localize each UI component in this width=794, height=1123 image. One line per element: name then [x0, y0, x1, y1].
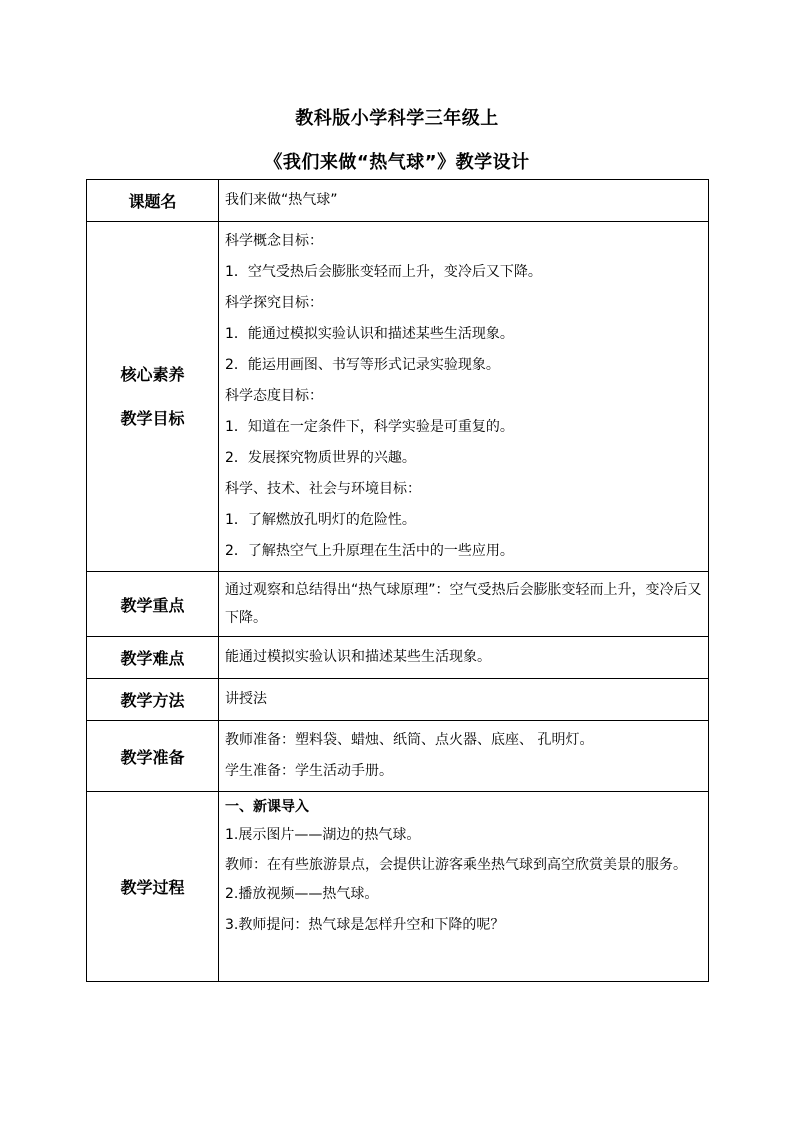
table-row-topic [87, 180, 709, 222]
value-method: 讲授法 [219, 679, 709, 721]
key-points-text: 通过观察和总结得出“热气球原理”：空气受热后会膨胀变轻而上升，变冷后又下降。 [225, 582, 702, 626]
label-difficulties: 教学难点 [87, 637, 219, 679]
table-row-goals [87, 222, 709, 572]
goals-line: 1．了解燃放孔明灯的危险性。 [225, 512, 416, 528]
goals-line: 2．能运用画图、书写等形式记录实验现象。 [225, 357, 500, 373]
goals-line: 2．发展探究物质世界的兴趣。 [225, 450, 416, 466]
label-preparation: 教学准备 [87, 721, 219, 792]
process-step: 2.播放视频——热气球。 [225, 886, 379, 902]
label-goals-line2: 教学目标 [120, 408, 185, 428]
document-subtitle: 《我们来做“热气球”》教学设计 [264, 152, 530, 173]
process-teacher-text: 教师：在有些旅游景点，会提供让游客乘坐热气球到高空欣赏美景的服务。 [225, 857, 687, 873]
goals-line: 科学概念目标： [225, 233, 323, 249]
lesson-plan-table [86, 179, 709, 982]
label-process: 教学过程 [87, 792, 219, 982]
label-goals-line1: 核心素养 [120, 364, 185, 384]
process-heading: 一、新课导入 [225, 799, 309, 815]
label-key-points: 教学重点 [87, 572, 219, 637]
label-method: 教学方法 [87, 679, 219, 721]
value-preparation [219, 721, 709, 792]
goals-line: 科学探究目标： [225, 295, 323, 311]
preparation-line: 学生准备：学生活动手册。 [225, 763, 393, 779]
goals-line: 科学态度目标： [225, 388, 323, 404]
value-key-points [219, 572, 709, 637]
table-row-process [87, 792, 709, 982]
value-topic: 我们来做“热气球” [219, 180, 709, 222]
goals-line: 1．能通过模拟实验认识和描述某些生活现象。 [225, 326, 514, 342]
value-goals [219, 222, 709, 572]
process-step: 3.教师提问：热气球是怎样升空和下降的呢？ [225, 917, 505, 933]
label-goals [87, 222, 219, 572]
goals-line: 1．知道在一定条件下，科学实验是可重复的。 [225, 419, 514, 435]
document-title: 教科版小学科学三年级上 [295, 108, 499, 129]
preparation-line: 教师准备：塑料袋、蜡烛、纸筒、点火器、底座、 孔明灯。 [225, 732, 594, 748]
goals-line: 1．空气受热后会膨胀变轻而上升，变冷后又下降。 [225, 264, 542, 280]
table-row-difficulties [87, 637, 709, 679]
process-step: 1.展示图片——湖边的热气球。 [225, 827, 421, 843]
table-row-key-points [87, 572, 709, 637]
goals-line: 2．了解热空气上升原理在生活中的一些应用。 [225, 543, 514, 559]
goals-line: 科学、技术、社会与环境目标： [225, 481, 421, 497]
table-row-preparation [87, 721, 709, 792]
value-difficulties: 能通过模拟实验认识和描述某些生活现象。 [219, 637, 709, 679]
value-process [219, 792, 709, 982]
label-topic: 课题名 [87, 180, 219, 222]
table-row-method [87, 679, 709, 721]
